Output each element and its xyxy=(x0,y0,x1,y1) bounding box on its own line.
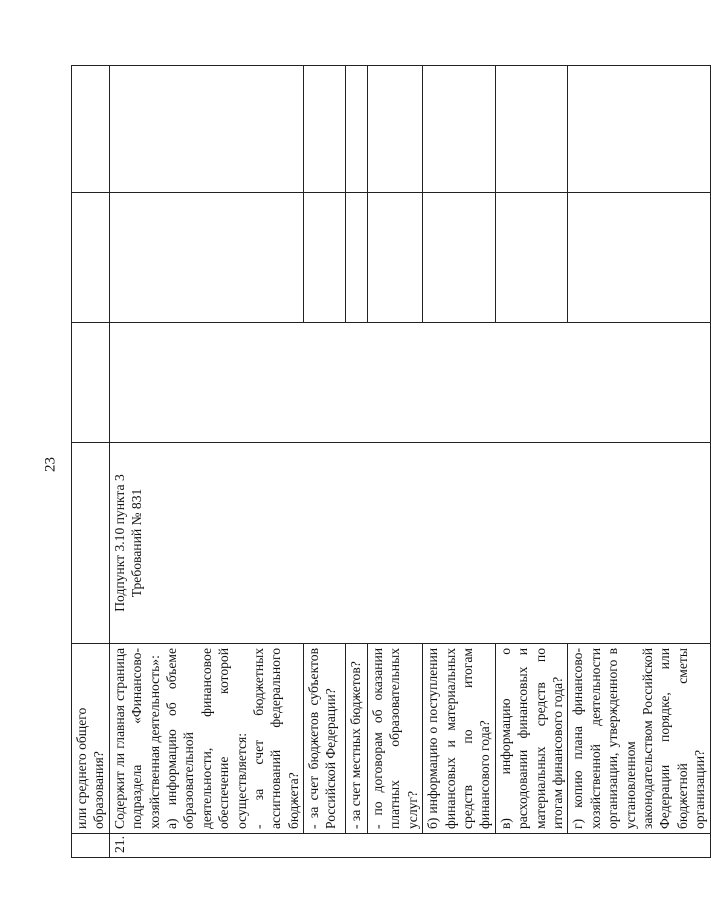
rotated-table-container xyxy=(71,66,708,858)
question-text: - за счет местных бюджетов? xyxy=(346,644,368,834)
table-row xyxy=(72,66,110,858)
item-number: 21. xyxy=(109,834,710,858)
answer-cell xyxy=(568,66,710,193)
question-text: Содержит ли главная страница подраздела «Финансово-хозяйственная деятельность»: а) информацию об объеме образовательной деятельности, финансовое обеспечение которой осуществляется: - за счет бюджетных ассигнований федерального бюджета? xyxy=(109,644,303,834)
answer-cell xyxy=(109,193,303,323)
table-row xyxy=(109,66,303,858)
answer-cell xyxy=(304,193,346,323)
answer-cell xyxy=(304,66,346,193)
reference-text: Подпункт 3.10 пункта 3 Требований № 831 xyxy=(109,443,710,644)
question-text: - за счет бюджетов субъектов Российской Федерации? xyxy=(304,644,346,834)
checklist-table xyxy=(71,65,711,858)
question-text: - по договорам об оказании платных образовательных услуг? xyxy=(368,644,423,834)
table-cell xyxy=(72,193,110,323)
table-cell xyxy=(72,443,110,644)
question-text: б) информацию о поступлении финансовых и материальных средств по итогам финансового года? xyxy=(423,644,496,834)
answer-cell xyxy=(423,193,496,323)
question-text: г) копию плана финансово-хозяйственной деятельности организации, утвержденного в установленном законодательством Российской Федерации порядке, или бюджетной сметы организации? xyxy=(568,644,710,834)
answer-cell xyxy=(346,193,368,323)
answer-cell xyxy=(568,193,710,323)
table-cell xyxy=(72,323,110,443)
page-number: 23 xyxy=(42,457,59,472)
answer-cell xyxy=(368,66,423,193)
table-cell xyxy=(72,66,110,193)
answer-cell xyxy=(346,66,368,193)
question-text: в) информацию о расходовании финансовых и материальных средств по итогам финансового года? xyxy=(495,644,568,834)
answer-cell xyxy=(368,193,423,323)
table-cell xyxy=(72,834,110,858)
answer-cell xyxy=(495,193,568,323)
answer-cell xyxy=(495,66,568,193)
answer-cell xyxy=(109,323,710,443)
answer-cell xyxy=(423,66,496,193)
table-cell-question: или среднего общего образования? xyxy=(72,644,110,834)
answer-cell xyxy=(109,66,303,193)
